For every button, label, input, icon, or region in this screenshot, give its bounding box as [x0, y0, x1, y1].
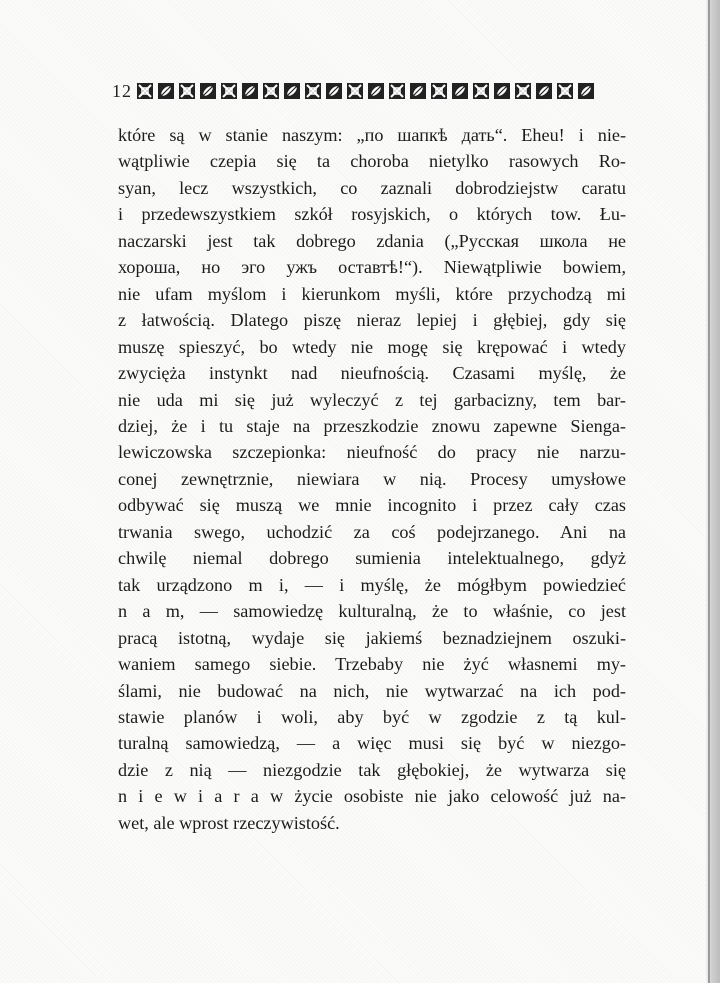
text-line: które są w stanie naszym: „по шапкѣ дать“. Eheu! i nie-: [118, 125, 626, 145]
text-line: n a m, — samowiedzę kulturalną, że to właśnie, co jest: [118, 601, 626, 622]
knot-icon: [556, 82, 574, 100]
leaf-icon: [451, 82, 469, 100]
text-line: chwilę niemal dobrego sumienia intelektualnego, gdyż: [118, 548, 626, 569]
knot-icon: [136, 82, 154, 100]
text-line: хороша, но эго ужъ оставтѣ!“). Niewątpliwie bowiem,: [118, 257, 626, 278]
leaf-icon: [493, 82, 511, 100]
text-line: zwycięża instynkt nad nieufnością. Czasami myślę, że: [118, 363, 626, 384]
text-line: z łatwością. Dlatego piszę nieraz lepiej i głębiej, gdy się: [118, 310, 626, 331]
text-line: odbywać się muszą we mnie incognito i przez cały czas: [118, 495, 626, 516]
text-line: n i e w i a r a w życie osobiste nie jako celowość już na-: [118, 786, 626, 807]
text-line: tak urządzono m i, — i myślę, że mógłbym powiedzieć: [118, 574, 626, 595]
leaf-icon: [199, 82, 217, 100]
text-line: syan, lecz wszystkich, co zaznali dobrodziejstw caratu: [118, 177, 626, 198]
text-line: pracą istotną, wydaje się jakiemś beznadziejnem oszuki-: [118, 627, 626, 648]
leaf-icon: [157, 82, 175, 100]
text-line: dzie z nią — niezgodzie tak głębokiej, że wytwarza się: [118, 759, 626, 780]
knot-icon: [430, 82, 448, 100]
knot-icon: [262, 82, 280, 100]
text-line: i przedewszystkiem szkół rosyjskich, o których tow. Łu-: [118, 204, 626, 225]
knot-icon: [178, 82, 196, 100]
text-line: trwania swego, uchodzić za coś podejrzanego. Ani na: [118, 521, 626, 542]
knot-icon: [388, 82, 406, 100]
knot-icon: [472, 82, 490, 100]
page-header: [112, 78, 634, 104]
text-line: stawie planów i woli, aby być w zgodzie z tą kul-: [118, 706, 626, 727]
leaf-icon: [367, 82, 385, 100]
text-line: muszę spieszyć, bo wtedy nie mogę się krępować i wtedy: [118, 336, 626, 357]
leaf-icon: [325, 82, 343, 100]
body-text: [118, 122, 626, 836]
page-edge-line: [708, 0, 710, 983]
text-line: nie ufam myślom i kierunkom myśli, które przychodzą mi: [118, 283, 626, 304]
text-line: dziej, że i tu staje na przeszkodzie znowu zapewne Sienga-: [118, 415, 626, 436]
leaf-icon: [283, 82, 301, 100]
text-line: conej zewnętrznie, niewiara w nią. Procesy umysłowe: [118, 468, 626, 489]
text-line: ślami, nie budować na nich, nie wytwarzać na ich pod-: [118, 680, 626, 701]
leaf-icon: [577, 82, 595, 100]
knot-icon: [220, 82, 238, 100]
text-line: nie uda mi się już wyleczyć z tej garbacizny, tem bar-: [118, 389, 626, 410]
text-line: wątpliwie czepia się ta choroba nietylko rasowych Ro-: [118, 151, 626, 172]
leaf-icon: [409, 82, 427, 100]
text-line: lewiczowska szczepionka: nieufność do pracy nie narzu-: [118, 442, 626, 463]
ornament-band: [136, 80, 598, 102]
text-line: wet, ale wprost rzeczywistość.: [118, 812, 340, 833]
text-line: naczarski jest tak dobrego zdania („Русская школа не: [118, 230, 626, 251]
page-number: 12: [112, 80, 132, 101]
leaf-icon: [535, 82, 553, 100]
knot-icon: [514, 82, 532, 100]
knot-icon: [346, 82, 364, 100]
leaf-icon: [241, 82, 259, 100]
text-line: waniem samego siebie. Trzebaby nie żyć własnemi my-: [118, 654, 626, 675]
text-line: turalną samowiedzą, — a więc musi się być w niezgo-: [118, 733, 626, 754]
knot-icon: [304, 82, 322, 100]
